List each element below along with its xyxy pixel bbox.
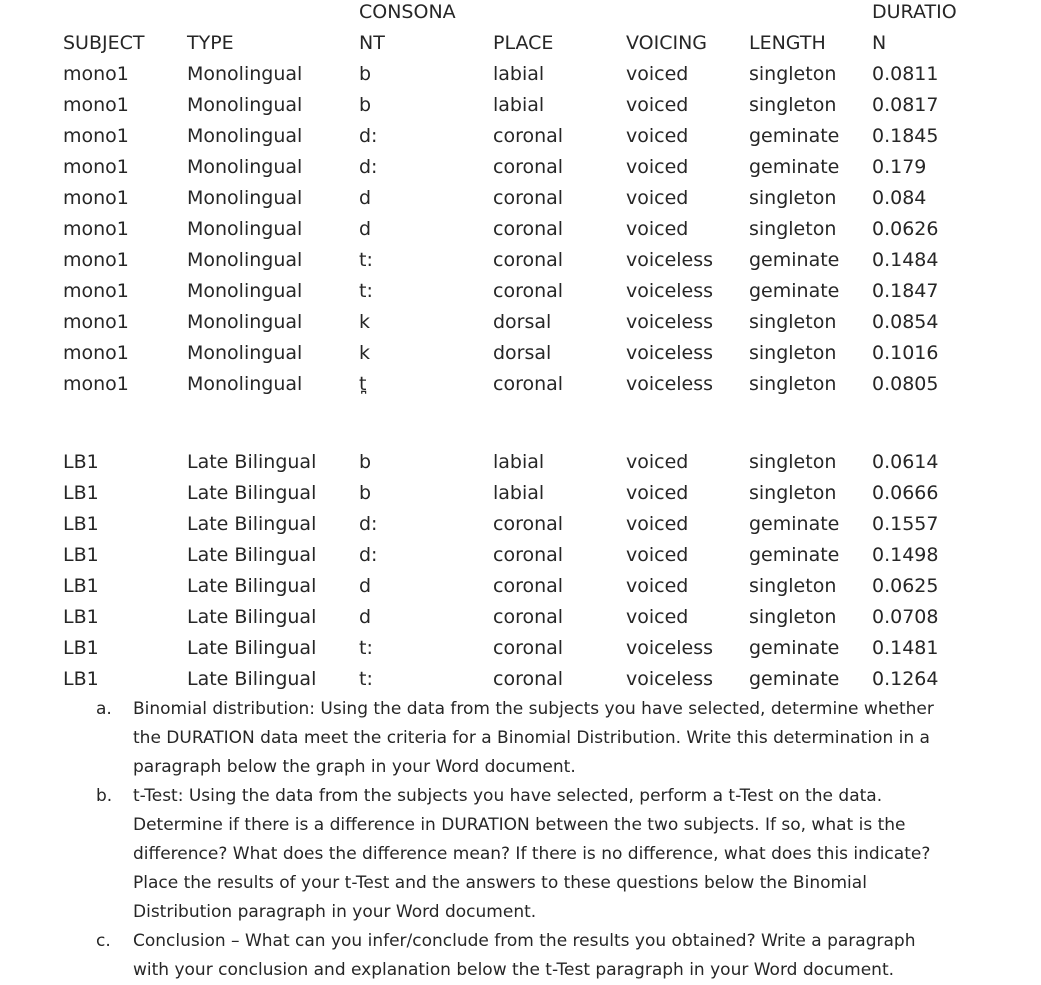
cell-duration: 0.0817 — [872, 94, 939, 116]
cell-type: Monolingual — [187, 187, 303, 209]
question-line: Distribution paragraph in your Word document. — [133, 902, 537, 922]
cell-type: Monolingual — [187, 156, 303, 178]
cell-duration: 0.1847 — [872, 280, 939, 302]
question-line: Determine if there is a difference in DURATION between the two subjects. If so, what is the — [133, 815, 906, 835]
cell-voicing: voiced — [626, 575, 689, 597]
cell-duration: 0.0708 — [872, 606, 939, 628]
question-line: Conclusion – What can you infer/conclude from the results you obtained? Write a paragraph — [133, 931, 916, 951]
cell-place: coronal — [493, 544, 564, 566]
cell-consonant: d: — [359, 125, 378, 147]
cell-consonant: b — [359, 482, 372, 504]
question-line: t-Test: Using the data from the subjects you have selected, perform a t-Test on the data. — [133, 786, 883, 806]
cell-length: singleton — [749, 575, 837, 597]
cell-subject: mono1 — [63, 311, 129, 333]
cell-consonant: d — [359, 575, 372, 597]
cell-voicing: voiced — [626, 513, 689, 535]
cell-length: singleton — [749, 94, 837, 116]
cell-type: Late Bilingual — [187, 637, 317, 659]
cell-type: Monolingual — [187, 94, 303, 116]
cell-length: singleton — [749, 451, 837, 473]
cell-length: singleton — [749, 342, 837, 364]
cell-subject: mono1 — [63, 373, 129, 395]
cell-place: coronal — [493, 606, 564, 628]
cell-consonant: d — [359, 606, 372, 628]
question-marker: c. — [96, 931, 111, 951]
cell-subject: mono1 — [63, 280, 129, 302]
question-line: Place the results of your t-Test and the answers to these questions below the Binomial — [133, 873, 867, 893]
cell-voicing: voiced — [626, 187, 689, 209]
cell-voicing: voiceless — [626, 668, 714, 690]
header-voicing: VOICING — [626, 32, 708, 54]
cell-voicing: voiced — [626, 63, 689, 85]
cell-voicing: voiced — [626, 544, 689, 566]
cell-consonant: t: — [359, 249, 373, 271]
cell-place: coronal — [493, 280, 564, 302]
cell-voicing: voiceless — [626, 280, 714, 302]
cell-consonant: b — [359, 94, 372, 116]
cell-subject: LB1 — [63, 482, 99, 504]
cell-place: coronal — [493, 668, 564, 690]
cell-voicing: voiceless — [626, 373, 714, 395]
cell-voicing: voiced — [626, 156, 689, 178]
cell-consonant: t̪ — [359, 373, 367, 395]
cell-voicing: voiced — [626, 125, 689, 147]
cell-place: dorsal — [493, 342, 552, 364]
question-line: difference? What does the difference mean? If there is no difference, what does this indicate? — [133, 844, 931, 864]
cell-subject: mono1 — [63, 187, 129, 209]
cell-type: Monolingual — [187, 125, 303, 147]
cell-type: Late Bilingual — [187, 544, 317, 566]
cell-voicing: voiceless — [626, 249, 714, 271]
cell-type: Monolingual — [187, 373, 303, 395]
cell-subject: LB1 — [63, 451, 99, 473]
cell-place: coronal — [493, 187, 564, 209]
cell-consonant: b — [359, 451, 372, 473]
cell-duration: 0.0854 — [872, 311, 939, 333]
header-type: TYPE — [187, 32, 234, 54]
cell-length: geminate — [749, 249, 840, 271]
cell-duration: 0.1845 — [872, 125, 939, 147]
cell-place: coronal — [493, 156, 564, 178]
cell-place: coronal — [493, 513, 564, 535]
cell-duration: 0.1481 — [872, 637, 939, 659]
cell-consonant: b — [359, 63, 372, 85]
cell-type: Late Bilingual — [187, 606, 317, 628]
header-subject: SUBJECT — [63, 32, 145, 54]
cell-duration: 0.084 — [872, 187, 927, 209]
cell-consonant: t: — [359, 280, 373, 302]
header-place: PLACE — [493, 32, 554, 54]
question-line: Binomial distribution: Using the data from the subjects you have selected, determine whether — [133, 699, 934, 719]
cell-voicing: voiceless — [626, 342, 714, 364]
cell-duration: 0.1484 — [872, 249, 939, 271]
cell-place: coronal — [493, 125, 564, 147]
cell-length: geminate — [749, 513, 840, 535]
cell-voicing: voiceless — [626, 311, 714, 333]
cell-duration: 0.0666 — [872, 482, 939, 504]
cell-length: geminate — [749, 280, 840, 302]
cell-place: labial — [493, 482, 545, 504]
cell-length: singleton — [749, 63, 837, 85]
cell-duration: 0.179 — [872, 156, 927, 178]
cell-subject: LB1 — [63, 513, 99, 535]
cell-subject: mono1 — [63, 63, 129, 85]
cell-subject: LB1 — [63, 668, 99, 690]
header-consonant: CONSONA — [359, 1, 456, 23]
cell-subject: mono1 — [63, 156, 129, 178]
cell-length: singleton — [749, 218, 837, 240]
cell-voicing: voiceless — [626, 637, 714, 659]
cell-length: singleton — [749, 311, 837, 333]
cell-type: Monolingual — [187, 280, 303, 302]
cell-place: coronal — [493, 373, 564, 395]
cell-length: singleton — [749, 482, 837, 504]
cell-place: coronal — [493, 249, 564, 271]
cell-type: Late Bilingual — [187, 575, 317, 597]
cell-place: coronal — [493, 218, 564, 240]
cell-place: labial — [493, 94, 545, 116]
question-line: with your conclusion and explanation below the t-Test paragraph in your Word document. — [133, 960, 895, 980]
cell-consonant: k — [359, 311, 371, 333]
cell-type: Late Bilingual — [187, 668, 317, 690]
cell-duration: 0.0614 — [872, 451, 939, 473]
cell-length: singleton — [749, 373, 837, 395]
question-text — [133, 927, 1013, 985]
cell-length: singleton — [749, 606, 837, 628]
header-duration-cont: N — [872, 32, 887, 54]
cell-consonant: d: — [359, 513, 378, 535]
question-line: the DURATION data meet the criteria for a Binomial Distribution. Write this determination in a — [133, 728, 930, 748]
cell-length: geminate — [749, 125, 840, 147]
cell-type: Late Bilingual — [187, 451, 317, 473]
cell-length: singleton — [749, 187, 837, 209]
question-text — [133, 695, 1013, 782]
cell-duration: 0.1264 — [872, 668, 939, 690]
question-marker: b. — [96, 786, 113, 806]
cell-length: geminate — [749, 544, 840, 566]
cell-place: dorsal — [493, 311, 552, 333]
cell-duration: 0.1016 — [872, 342, 939, 364]
cell-consonant: k — [359, 342, 371, 364]
cell-subject: LB1 — [63, 544, 99, 566]
cell-place: coronal — [493, 637, 564, 659]
cell-duration: 0.0811 — [872, 63, 939, 85]
cell-type: Monolingual — [187, 342, 303, 364]
question-line: paragraph below the graph in your Word document. — [133, 757, 576, 777]
cell-type: Late Bilingual — [187, 482, 317, 504]
question-marker: a. — [96, 699, 112, 719]
header-duration: DURATIO — [872, 1, 957, 23]
cell-type: Monolingual — [187, 249, 303, 271]
cell-consonant: t: — [359, 668, 373, 690]
cell-subject: mono1 — [63, 125, 129, 147]
header-consonant-cont: NT — [359, 32, 385, 54]
cell-place: labial — [493, 451, 545, 473]
cell-subject: LB1 — [63, 606, 99, 628]
cell-length: geminate — [749, 668, 840, 690]
cell-subject: mono1 — [63, 342, 129, 364]
cell-voicing: voiced — [626, 482, 689, 504]
question-text — [133, 782, 1013, 927]
cell-consonant: d: — [359, 544, 378, 566]
cell-consonant: t: — [359, 637, 373, 659]
cell-consonant: d: — [359, 156, 378, 178]
cell-duration: 0.1498 — [872, 544, 939, 566]
cell-duration: 0.0626 — [872, 218, 939, 240]
cell-subject: mono1 — [63, 94, 129, 116]
cell-voicing: voiced — [626, 451, 689, 473]
cell-duration: 0.1557 — [872, 513, 939, 535]
cell-subject: mono1 — [63, 218, 129, 240]
cell-length: geminate — [749, 637, 840, 659]
cell-type: Monolingual — [187, 311, 303, 333]
cell-length: geminate — [749, 156, 840, 178]
header-length: LENGTH — [749, 32, 826, 54]
cell-place: coronal — [493, 575, 564, 597]
cell-duration: 0.0805 — [872, 373, 939, 395]
cell-type: Monolingual — [187, 218, 303, 240]
cell-place: labial — [493, 63, 545, 85]
cell-voicing: voiced — [626, 606, 689, 628]
cell-subject: mono1 — [63, 249, 129, 271]
cell-voicing: voiced — [626, 218, 689, 240]
cell-consonant: d — [359, 187, 372, 209]
cell-duration: 0.0625 — [872, 575, 939, 597]
cell-type: Late Bilingual — [187, 513, 317, 535]
cell-consonant: d — [359, 218, 372, 240]
cell-subject: LB1 — [63, 575, 99, 597]
cell-voicing: voiced — [626, 94, 689, 116]
cell-type: Monolingual — [187, 63, 303, 85]
cell-subject: LB1 — [63, 637, 99, 659]
